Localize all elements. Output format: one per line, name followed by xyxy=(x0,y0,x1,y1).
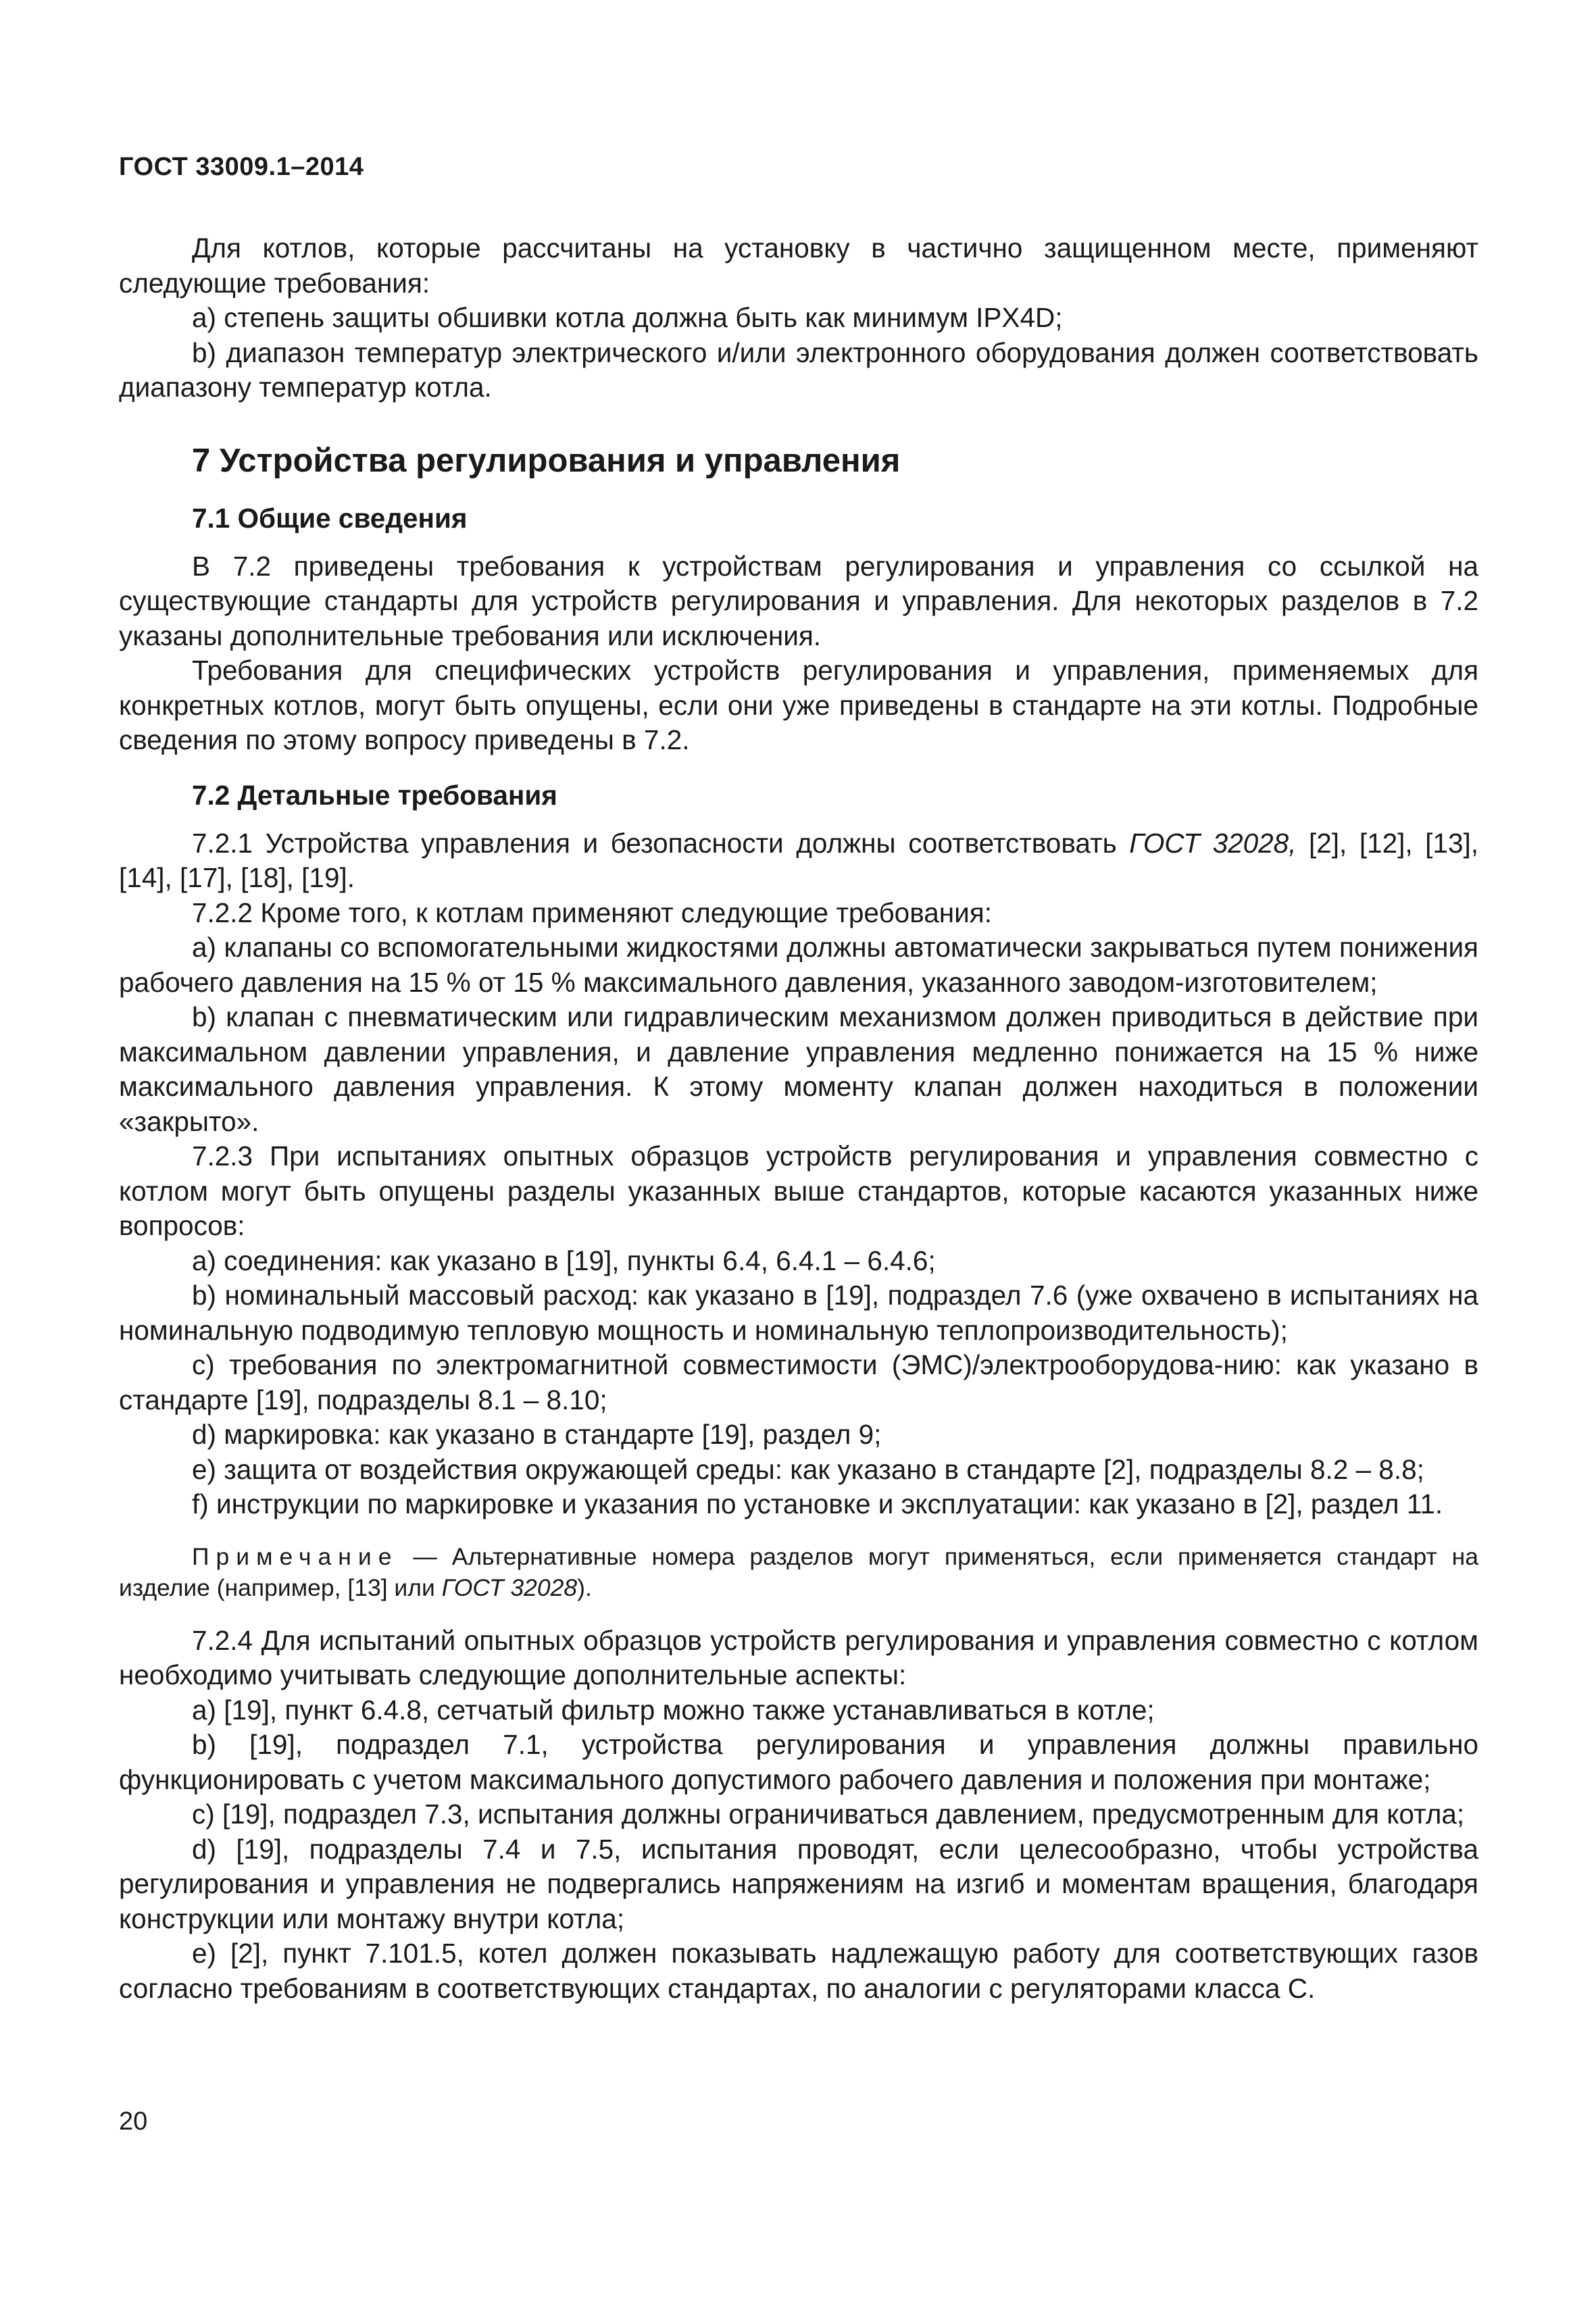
note-label: Примечание xyxy=(192,1542,399,1570)
clause-7-2-3-item-d: d) маркировка: как указано в стандарте [19], раздел 9; xyxy=(192,1419,882,1450)
note xyxy=(119,1541,1478,1603)
section-7-1-heading: 7.1 Общие сведения xyxy=(192,502,468,534)
clause-7-2-2: 7.2.2 Кроме того, к котлам применяют следующие требования: xyxy=(192,897,992,928)
intro-paragraph: Для котлов, которые рассчитаны на установку в частично защищенном месте, применяют следующие требования: xyxy=(119,232,1478,299)
clause-7-2-3: 7.2.3 При испытаниях опытных образцов устройств регулирования и управления совместно с котлом могут быть опущены разделы указанных выше стандартов, которые касаются указанных ниже вопросов: xyxy=(119,1140,1478,1241)
section-7-heading: 7 Устройства регулирования и управления xyxy=(192,442,901,479)
note-gost-reference: ГОСТ 32028 xyxy=(441,1574,578,1601)
intro-item-b: b) диапазон температур электрического и/или электронного оборудования должен соответствовать диапазону температур котла. xyxy=(119,336,1478,403)
clause-7-2-4-item-e: e) [2], пункт 7.101.5, котел должен показывать надлежащую работу для соответствующих газов согласно требованиям в соответствующих стандартах, по аналогии с регуляторами класса С. xyxy=(119,1938,1478,2004)
clause-7-2-4-item-b: b) [19], подраздел 7.1, устройства регулирования и управления должны правильно функционировать с учетом максимального допустимого рабочего давления и положения при монтаже; xyxy=(119,1729,1478,1795)
clause-7-2-1-refs: [2], [12], [13], [14], [17], [18], [19]. xyxy=(119,827,1478,893)
clause-7-2-4-item-a: a) [19], пункт 6.4.8, сетчатый фильтр можно также устанавливаться в котле; xyxy=(192,1694,1155,1726)
document-header: ГОСТ 33009.1–2014 xyxy=(119,153,364,181)
clause-7-2-2-item-a: a) клапаны со вспомогательными жидкостями должны автоматически закрываться путем понижения рабочего давления на 15 % от 15 % максимального давления, указанного заводом-изготовителем; xyxy=(119,932,1478,998)
clause-7-2-4-item-c: c) [19], подраздел 7.3, испытания должны ограничиваться давлением, предусмотренным для котла; xyxy=(192,1799,1465,1830)
section-7-2-heading: 7.2 Детальные требования xyxy=(192,779,557,811)
gost-reference: ГОСТ 32028, xyxy=(1129,827,1297,859)
clause-7-2-2-item-b: b) клапан с пневматическим или гидравлическим механизмом должен приводиться в действие при максимальном давлении управления, и давление управления медленно понижается на 15 % ниже максимального давления управления. К этому моменту клапан должен находиться в положении «закрыто». xyxy=(119,1001,1478,1137)
page-number: 20 xyxy=(119,2107,148,2136)
section-7-1-paragraph-2: Требования для специфических устройств регулирования и управления, применяемых для конкретных котлов, могут быть опущены, если они уже приведены в стандарте на эти котлы. Подробные сведения по этому вопросу приведены в 7.2. xyxy=(119,655,1478,755)
clause-7-2-3-item-a: a) соединения: как указано в [19], пункты 6.4, 6.4.1 – 6.4.6; xyxy=(192,1244,936,1276)
clause-7-2-3-item-f: f) инструкции по маркировке и указания по установке и эксплуатации: как указано в [2], раздел 11. xyxy=(192,1488,1443,1519)
clause-7-2-3-item-b: b) номинальный массовый расход: как указано в [19], подраздел 7.6 (уже охвачено в испытаниях на номинальную подводимую тепловую мощность и номинальную теплопроизводительность); xyxy=(119,1280,1478,1346)
document-body xyxy=(119,231,1478,2006)
note-end: ). xyxy=(577,1574,592,1601)
clause-7-2-1-text: 7.2.1 Устройства управления и безопасности должны соответствовать xyxy=(192,827,1130,859)
clause-7-2-3-item-e: e) защита от воздействия окружающей среды: как указано в стандарте [2], подразделы 8.2 – 8.8; xyxy=(192,1453,1424,1485)
section-7-1-paragraph-1: В 7.2 приведены требования к устройствам регулирования и управления со ссылкой на существующие стандарты для устройств регулирования и управления. Для некоторых разделов в 7.2 указаны дополнительные требования или исключения. xyxy=(119,550,1478,651)
clause-7-2-4-item-d: d) [19], подразделы 7.4 и 7.5, испытания проводят, если целесообразно, чтобы устройства регулирования и управления не подвергались напряжениям на изгиб и моментам вращения, благодаря конструкции или монтажу внутри котла; xyxy=(119,1833,1478,1934)
intro-item-a: a) степень защиты обшивки котла должна быть как минимум IPX4D; xyxy=(192,302,1063,333)
clause-7-2-3-item-c: c) требования по электромагнитной совместимости (ЭМС)/электрооборудова-нию: как указано в стандарте [19], подразделы 8.1 – 8.10; xyxy=(119,1349,1478,1415)
clause-7-2-1 xyxy=(119,826,1478,896)
clause-7-2-4: 7.2.4 Для испытаний опытных образцов устройств регулирования и управления совместно с котлом необходимо учитывать следующие дополнительные аспекты: xyxy=(119,1624,1478,1690)
note-text: — Альтернативные номера разделов могут применяться, если применяется стандарт на изделие (например, [13] или xyxy=(119,1542,1478,1601)
